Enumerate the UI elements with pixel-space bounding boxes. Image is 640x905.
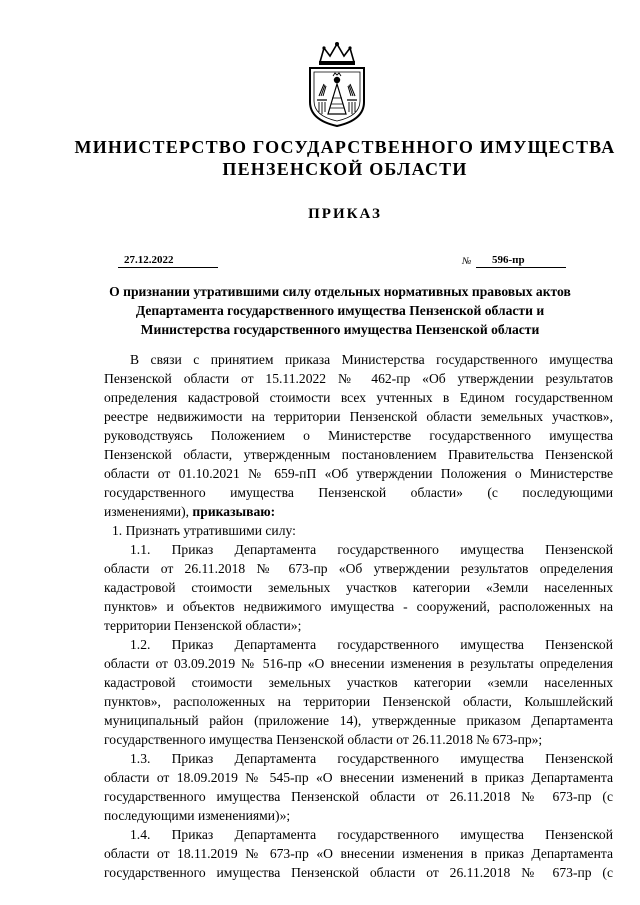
clause-1-2: 1.2. Приказ Департамента государственного имущества Пензенской — [130, 637, 613, 652]
document-heading-line2: Департамента государственного имущества Пензенской области и — [135, 303, 545, 318]
document-heading-line1: О признании утратившими силу отдельных нормативных правовых актов — [109, 284, 571, 299]
body-line: области от 26.11.2018 № 673-пр «Об утверждении результатов определения — [104, 561, 613, 576]
body-line: кадастровой стоимости земельных участков категории «земли населенных — [104, 675, 613, 690]
body-line: области от 03.09.2019 № 516-пр «О внесении изменения в результаты определения — [104, 656, 613, 671]
ministry-name-line2: ПЕНЗЕНСКОЙ ОБЛАСТИ — [222, 159, 468, 179]
body-line: Пензенской области от 15.11.2022 № 462-пр «Об утверждении результатов — [104, 371, 613, 386]
clause-1-4: 1.4. Приказ Департамента государственного имущества Пензенской — [130, 827, 613, 842]
body-line: области от 18.09.2019 № 545-пр «О внесении изменений в приказ Департамента — [104, 770, 613, 785]
order-word: приказываю: — [192, 504, 276, 519]
order-title: ПРИКАЗ — [308, 206, 382, 222]
body-line: области от 18.11.2019 № 673-пр «О внесении изменения в приказ Департамента — [104, 846, 613, 861]
ministry-name-line1: МИНИСТЕРСТВО ГОСУДАРСТВЕННОГО ИМУЩЕСТВА — [74, 137, 616, 157]
body-line: пунктов» и объектов недвижимого имущества - сооружений, расположенных на — [104, 599, 613, 614]
order-number: 596-пр — [476, 254, 566, 268]
body-line: государственного имущества Пензенской области от 26.11.2018 № 673-пр»; — [104, 732, 543, 747]
body-line: реестре недвижимости на территории Пензенской области земельных участков», — [104, 409, 613, 424]
number-sign: № — [462, 256, 472, 267]
body-line-text: изменениями), — [104, 504, 190, 519]
body-line: определения кадастровой стоимости всех учтенных в Едином государственном — [104, 390, 613, 405]
body-line: В связи с принятием приказа Министерства государственного имущества — [130, 352, 613, 367]
clause-1-1: 1.1. Приказ Департамента государственного имущества Пензенской — [130, 542, 613, 557]
body-line: Пензенской области, утвержденным постановлением Правительства Пензенской — [104, 447, 613, 462]
body-line: государственного имущества Пензенской области от 26.11.2018 № 673-пр (с — [104, 865, 613, 880]
body-line: области от 01.10.2021 № 659-пП «Об утверждении Положения о Министерстве — [104, 466, 613, 481]
body-line: руководствуясь Положением о Министерстве государственного имущества — [104, 428, 613, 443]
document-heading-line3: Министерства государственного имущества Пензенской области — [140, 322, 540, 337]
order-date: 27.12.2022 — [118, 254, 218, 268]
body-line: государственного имущества Пензенской области от 26.11.2018 № 673-пр (с — [104, 789, 613, 804]
body-line: кадастровой стоимости земельных участков категории «Земли населенных — [104, 580, 613, 595]
body-line: территории Пензенской области»; — [104, 618, 302, 633]
body-line: государственного имущества Пензенской области» (с последующими — [104, 485, 613, 500]
body-line: муниципальный район (приложение 14), утвержденные приказом Департамента — [104, 713, 613, 728]
clause-1: 1. Признать утратившими силу: — [112, 523, 296, 538]
body-line: последующими изменениями)»; — [104, 808, 291, 823]
body-line — [104, 502, 613, 521]
clause-1-3: 1.3. Приказ Департамента государственного имущества Пензенской — [130, 751, 613, 766]
penza-coat-of-arms-icon — [302, 40, 372, 128]
body-line: пунктов», расположенных на территории Пензенской области, Колышлейский — [104, 694, 613, 709]
